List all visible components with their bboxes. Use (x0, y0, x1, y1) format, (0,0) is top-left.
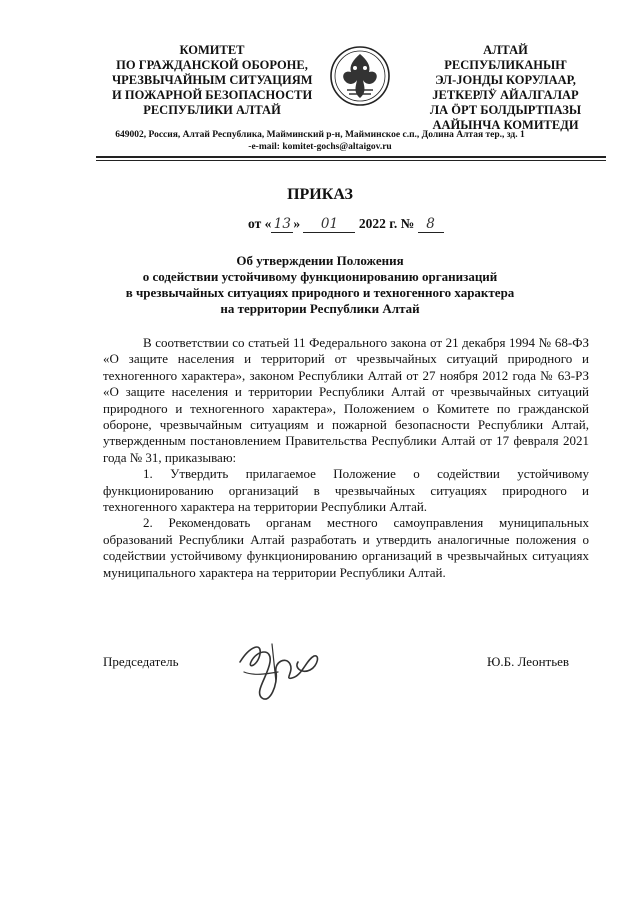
order-day: 13 (271, 216, 293, 233)
header-divider-thick (96, 156, 606, 158)
subject-line: в чрезвычайных ситуациях природного и техногенного характера (125, 285, 515, 300)
order-date-number-line (248, 216, 444, 233)
header-divider-thin (96, 160, 606, 161)
order-body (103, 335, 589, 581)
header-left-line: ЧРЕЗВЫЧАЙНЫМ СИТУАЦИЯМ (112, 73, 313, 87)
signatory-name: Ю.Б. Леонтьев (487, 654, 570, 669)
subject-line: Об утверждении Положения (236, 253, 404, 268)
header-right-line: РЕСПУБЛИКАНЫҤ (444, 58, 567, 72)
header-right-line: ЭЛ-ЈОНДЫ КОРУЛААР, (435, 73, 576, 87)
body-paragraph-item-1: 1. Утвердить прилагаемое Положение о содействии устойчивому функционированию организаций в чрезвычайных ситуациях природного и техногенного характера на территории Республики Алтай. (103, 466, 589, 515)
body-paragraph-item-2: 2. Рекомендовать органам местного самоуправления муниципальных образований Республики Алтай разработать и утвердить аналогичные положения о содействии устойчивому функционированию организаций в чрезвычайных ситуациях муниципального характера на территории Республики Алтай. (103, 515, 589, 580)
signatory-position: Председатель (103, 654, 179, 669)
header-left-block (112, 43, 312, 118)
order-date-mid: » (293, 216, 301, 231)
order-number: 8 (418, 216, 444, 233)
header-left-line: РЕСПУБЛИКИ АЛТАЙ (143, 103, 281, 117)
header-left-line: И ПОЖАРНОЙ БЕЗОПАСНОСТИ (112, 88, 313, 102)
handwritten-signature-icon (232, 632, 324, 712)
header-address: 649002, Россия, Алтай Республика, Майминский р-н, Майминское с.п., Долина Алтая тер., зд. 1 (115, 130, 525, 140)
order-month: 01 (303, 216, 355, 233)
header-right-line: ЈЕТКЕРЛӰ АЙАЛГАЛАР (432, 88, 579, 102)
order-subject (0, 253, 640, 317)
subject-line: на территории Республики Алтай (220, 301, 420, 316)
header-right-line: АЛТАЙ (483, 43, 528, 57)
coat-of-arms-emblem-icon (329, 42, 391, 110)
header-right-line: ЛА ӦРТ БОЛДЫРТПАЗЫ (429, 103, 582, 117)
header-email: -e-mail: komitet-gochs@altaigov.ru (248, 142, 392, 152)
header-right-line: ААЙЫНЧА КОМИТЕДИ (432, 118, 579, 132)
header-left-line: КОМИТЕТ (179, 43, 245, 57)
header-left-line: ПО ГРАЖДАНСКОЙ ОБОРОНЕ, (116, 58, 308, 72)
order-year-text: 2022 г. № (358, 216, 415, 231)
order-title: ПРИКАЗ (287, 186, 353, 203)
body-paragraph-preamble: В соответствии со статьей 11 Федерального закона от 21 декабря 1994 № 68-ФЗ «О защите населения и территорий от чрезвычайных ситуаций природного и техногенного характера», законом Республики Алтай от 27 ноября 2012 года № 63-РЗ «О защите населения и территории Республики Алтай от чрезвычайных ситуаций природного и техногенного характера», Положением о Комитете по гражданской обороне, чрезвычайным ситуациям и пожарной безопасности Республики Алтай, утвержденным постановлением Правительства Республики Алтай от 17 февраля 2021 года № 31, приказываю: (103, 335, 589, 465)
order-date-prefix: от « (248, 216, 272, 231)
header-right-block (418, 43, 593, 133)
subject-line: о содействии устойчивому функционированию организаций (142, 269, 498, 284)
